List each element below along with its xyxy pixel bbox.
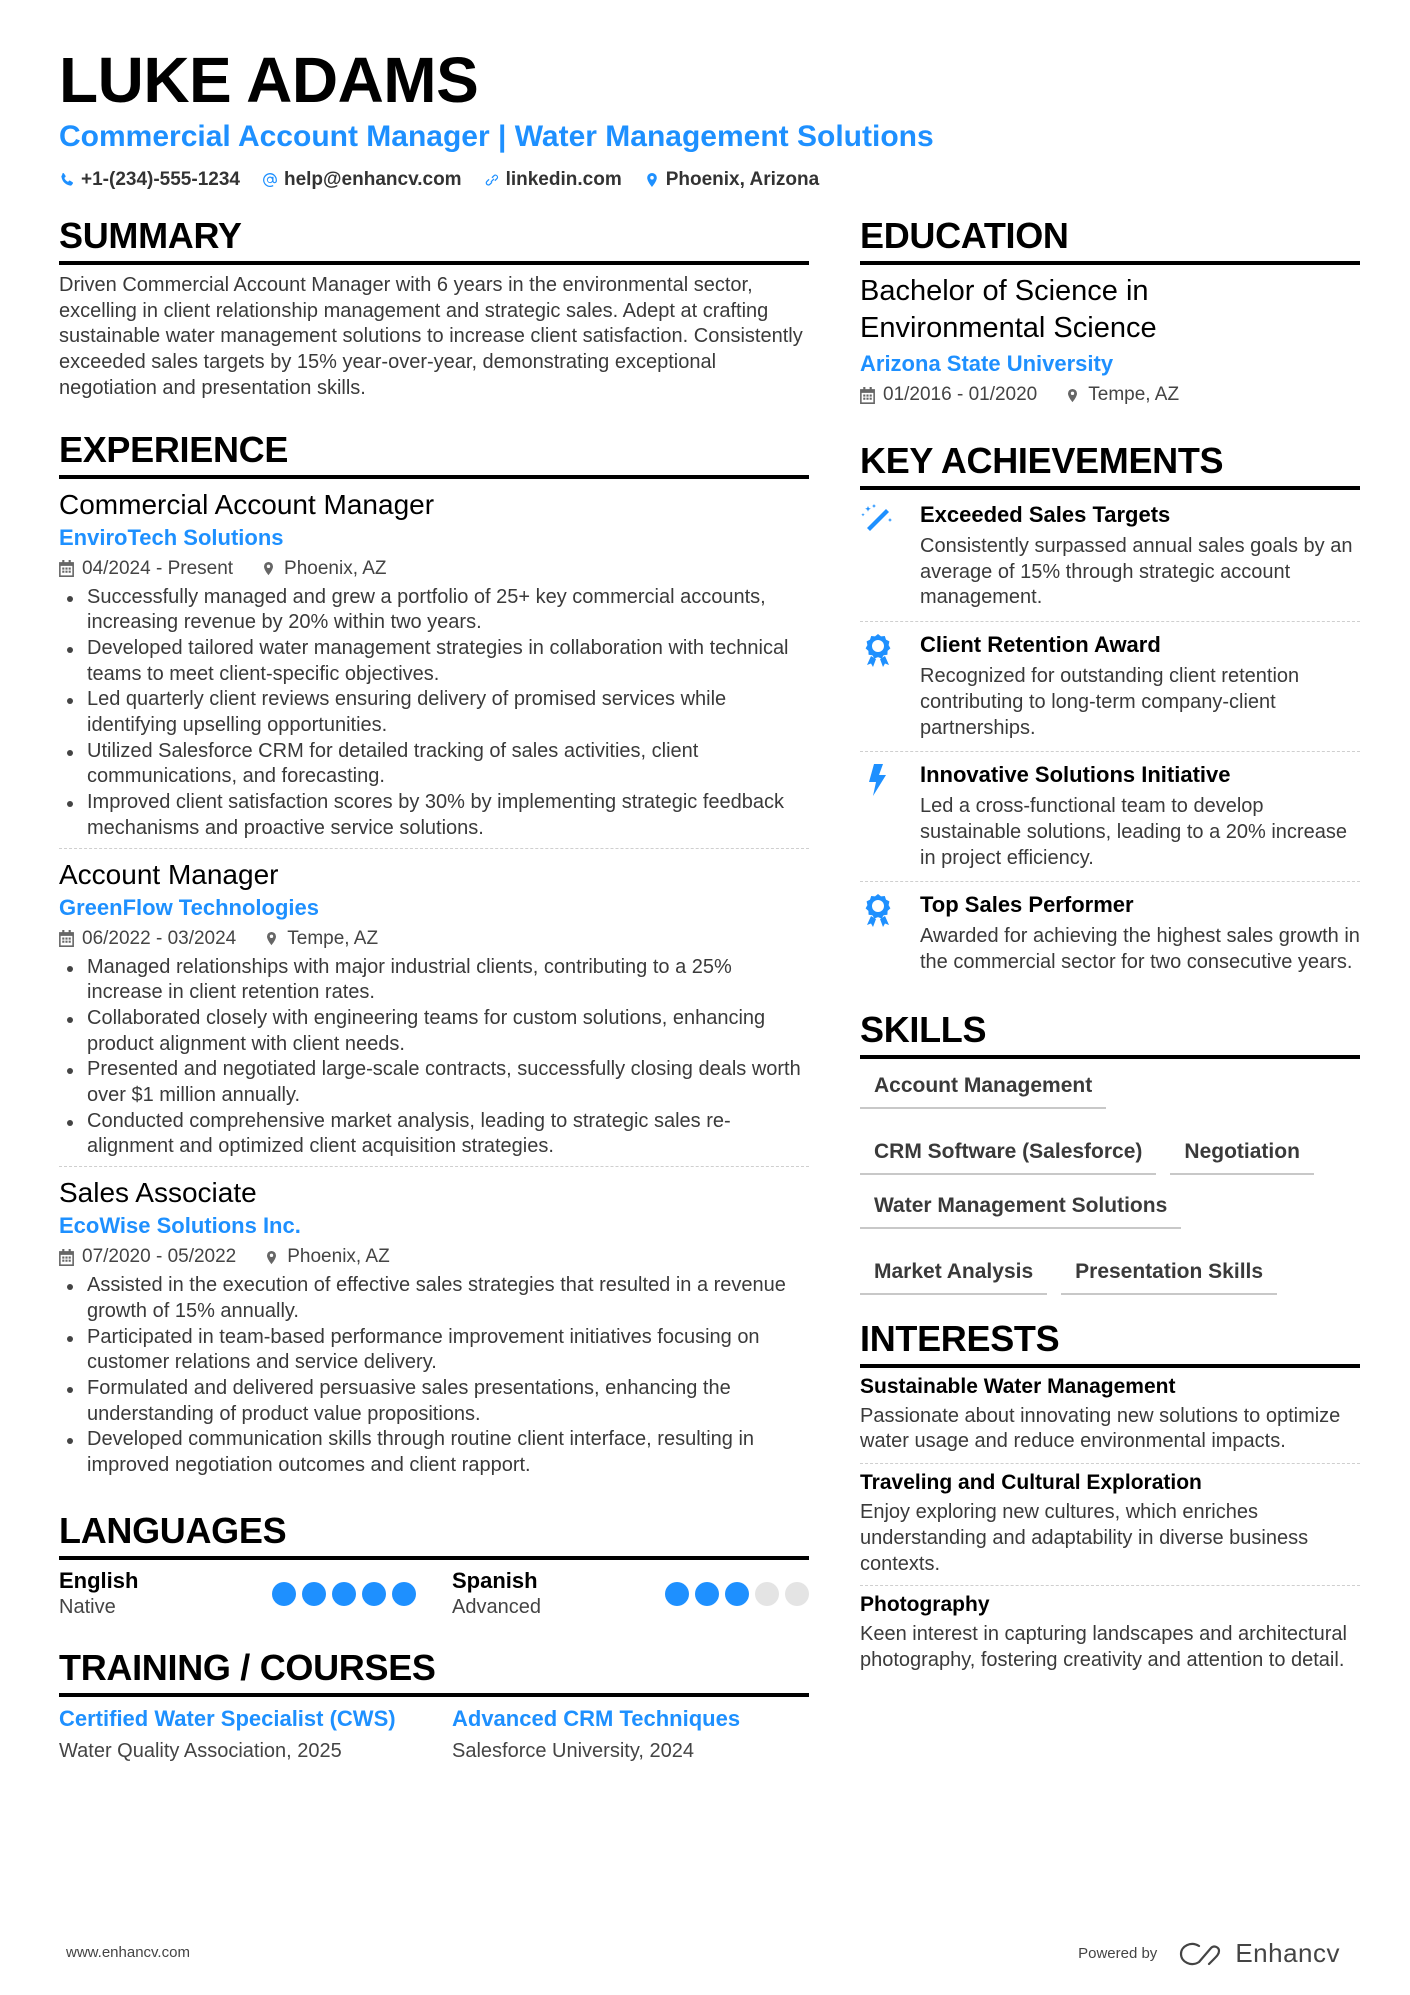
job-title: Sales Associate: [59, 1177, 257, 1209]
education-section: [860, 214, 1360, 409]
training-section: [59, 1646, 809, 1764]
course-name: Certified Water Specialist (CWS): [59, 1705, 396, 1731]
job-bullets: [59, 585, 809, 842]
skill-tag: CRM Software (Salesforce): [860, 1133, 1156, 1175]
bullet-item: Developed tailored water management strategies in collaboration with technical teams to meet client-specific objectives.: [59, 636, 809, 687]
achievement-title: Innovative Solutions Initiative: [920, 762, 1231, 788]
rating-dot-filled: [392, 1582, 416, 1606]
company-name[interactable]: GreenFlow Technologies: [59, 894, 319, 920]
job-location: Phoenix, AZ: [287, 1246, 390, 1268]
magic-wand-icon: [860, 502, 896, 538]
enhancv-logo: [1179, 1938, 1340, 1969]
location-icon: [1065, 387, 1080, 404]
email-text: help@enhancv.com: [283, 169, 462, 190]
rating-dot-filled: [725, 1582, 749, 1606]
training-grid: [59, 1705, 809, 1764]
achievement-description: Consistently surpassed annual sales goals by an average of 15% through strategic account management.: [920, 535, 1353, 609]
achievement-item: [860, 881, 1360, 985]
skills-list: [860, 1067, 1360, 1295]
experience-section: [59, 428, 809, 1485]
job-dates: 06/2022 - 03/2024: [82, 927, 237, 949]
section-divider: [59, 1556, 809, 1560]
location-text: Phoenix, Arizona: [665, 169, 820, 190]
right-column: [860, 214, 1360, 1710]
language-item: [59, 1568, 416, 1620]
summary-text: Driven Commercial Account Manager with 6 years in the environmental sector, excelling in client relationship management and strategic sales. Adept at crafting sustainable water management solutions to increase client satisfaction. Consistently exceeded sales targets by 15% year-over-year, demonstrating exceptional negotiation and presentation skills.: [59, 274, 803, 399]
interest-item: [860, 1368, 1360, 1463]
bullet-item: Led quarterly client reviews ensuring delivery of promised services while identifying upselling opportunities.: [59, 687, 809, 738]
section-divider: [860, 486, 1360, 490]
enhancv-logo-icon: [1179, 1942, 1227, 1966]
skills-section: [860, 1008, 1360, 1295]
job-bullets: [59, 955, 809, 1161]
job-entry: [59, 487, 809, 848]
section-divider: [860, 261, 1360, 265]
bullet-item: Assisted in the execution of effective sales strategies that resulted in a revenue growth of 15% annually.: [59, 1273, 809, 1324]
powered-by-label: Powered by: [1078, 1945, 1158, 1962]
skill-tag: Negotiation: [1170, 1133, 1314, 1175]
contact-location: [644, 168, 819, 192]
rating-dot-empty: [785, 1582, 809, 1606]
section-divider: [59, 261, 809, 265]
language-name: Spanish: [452, 1567, 538, 1593]
contact-email[interactable]: [262, 168, 462, 192]
interest-description: Passionate about innovating new solutions to optimize water usage and reduce environmental impacts.: [860, 1404, 1341, 1453]
rating-dot-filled: [332, 1582, 356, 1606]
rating-dot-filled: [362, 1582, 386, 1606]
bullet-item: Presented and negotiated large-scale contracts, successfully closing deals worth over $1 million annually.: [59, 1057, 809, 1108]
achievement-description: Led a cross-functional team to develop sustainable solutions, leading to a 20% increase in project efficiency.: [920, 795, 1347, 869]
course-name: Advanced CRM Techniques: [452, 1705, 741, 1731]
school-name[interactable]: Arizona State University: [860, 351, 1114, 376]
interest-title: Traveling and Cultural Exploration: [860, 1471, 1202, 1495]
location-icon: [264, 930, 279, 947]
award-ribbon-icon: [860, 632, 896, 668]
phone-icon: [59, 172, 75, 188]
calendar-icon: [59, 930, 74, 947]
contact-phone[interactable]: [59, 168, 240, 192]
job-location: Tempe, AZ: [287, 927, 379, 949]
rating-dot-filled: [302, 1582, 326, 1606]
section-heading: EXPERIENCE: [59, 428, 289, 470]
bullet-item: Successfully managed and grew a portfolio of 25+ key commercial accounts, increasing revenue by 20% within two years.: [59, 585, 809, 636]
degree-title: Bachelor of Science in Environmental Science: [860, 275, 1157, 344]
course-provider: Salesforce University, 2024: [452, 1739, 694, 1762]
section-heading: KEY ACHIEVEMENTS: [860, 440, 1224, 481]
company-name[interactable]: EnviroTech Solutions: [59, 524, 284, 550]
location-icon: [644, 172, 660, 188]
language-rating: [272, 1582, 416, 1606]
job-meta: [59, 555, 809, 583]
achievement-title: Client Retention Award: [920, 632, 1161, 658]
rating-dot-filled: [272, 1582, 296, 1606]
achievement-title: Exceeded Sales Targets: [920, 502, 1171, 527]
language-level: Native: [59, 1595, 116, 1618]
achievement-title: Top Sales Performer: [920, 892, 1134, 918]
section-divider: [59, 475, 809, 479]
achievements-section: [860, 439, 1360, 986]
languages-section: [59, 1509, 809, 1620]
achievement-item: [860, 492, 1360, 621]
bullet-item: Conducted comprehensive market analysis, leading to strategic sales re-alignment and optimized client acquisition strategies.: [59, 1109, 809, 1160]
achievement-item: [860, 751, 1360, 881]
language-level: Advanced: [452, 1595, 541, 1618]
left-column: [59, 214, 809, 1792]
section-heading: EDUCATION: [860, 215, 1069, 256]
job-title: Account Manager: [59, 858, 279, 890]
section-heading: INTERESTS: [860, 1317, 1060, 1359]
language-name: English: [59, 1567, 139, 1593]
brand-name: Enhancv: [1235, 1938, 1340, 1968]
language-rating: [665, 1582, 809, 1606]
linkedin-text: linkedin.com: [505, 169, 622, 190]
interest-description: Keen interest in capturing landscapes and architectural photography, fostering creativity and attention to detail.: [860, 1623, 1347, 1671]
phone-text: +1-(234)-555-1234: [81, 169, 240, 190]
bullet-item: Utilized Salesforce CRM for detailed tracking of sales activities, client communications, and forecasting.: [59, 739, 809, 790]
bullet-item: Collaborated closely with engineering teams for custom solutions, enhancing product alignment with client needs.: [59, 1006, 809, 1057]
footer-powered-by[interactable]: [1078, 1938, 1340, 1969]
award-ribbon-icon: [860, 892, 896, 928]
achievement-description: Recognized for outstanding client retention contributing to long-term company-client partnerships.: [920, 665, 1300, 739]
interest-item: [860, 1585, 1360, 1681]
job-meta: [59, 1243, 809, 1271]
bullet-item: Participated in team-based performance improvement initiatives focusing on customer relations and service delivery.: [59, 1325, 809, 1376]
job-title: Commercial Account Manager: [59, 488, 435, 520]
education-dates: 01/2016 - 01/2020: [883, 384, 1038, 405]
job-entry: [59, 848, 809, 1167]
calendar-icon: [59, 560, 74, 577]
interest-title: Sustainable Water Management: [860, 1374, 1176, 1398]
job-dates: 04/2024 - Present: [82, 557, 234, 579]
contact-linkedin[interactable]: [484, 168, 622, 192]
calendar-icon: [860, 387, 875, 404]
skill-tag: Account Management: [860, 1067, 1106, 1109]
contact-row: [59, 168, 1359, 192]
resume-header: [59, 44, 1359, 192]
summary-section: [59, 214, 809, 402]
calendar-icon: [59, 1249, 74, 1266]
candidate-name: LUKE ADAMS: [59, 44, 479, 116]
rating-dot-filled: [695, 1582, 719, 1606]
footer-website-link[interactable]: www.enhancv.com: [66, 1944, 190, 1961]
job-entry: [59, 1166, 809, 1485]
education-location: Tempe, AZ: [1088, 384, 1180, 405]
job-dates: 07/2020 - 05/2022: [82, 1246, 237, 1268]
lightning-bolt-icon: [860, 762, 896, 798]
bullet-item: Formulated and delivered persuasive sales presentations, enhancing the understanding of product value propositions.: [59, 1376, 809, 1427]
interests-section: [860, 1317, 1360, 1682]
achievement-description: Awarded for achieving the highest sales growth in the commercial sector for two consecutive years.: [920, 925, 1360, 974]
bullet-item: Developed communication skills through routine client interface, resulting in improved negotiation outcomes and client rapport.: [59, 1427, 809, 1478]
achievement-item: [860, 621, 1360, 751]
course-provider: Water Quality Association, 2025: [59, 1739, 342, 1762]
interest-item: [860, 1463, 1360, 1585]
at-icon: [262, 172, 278, 188]
job-bullets: [59, 1273, 809, 1479]
training-item: [59, 1705, 416, 1764]
skill-tag: Water Management Solutions: [860, 1187, 1181, 1229]
skill-tag: Market Analysis: [860, 1253, 1047, 1295]
section-heading: TRAINING / COURSES: [59, 1646, 436, 1688]
job-meta: [59, 925, 809, 953]
section-heading: SUMMARY: [59, 215, 242, 256]
location-icon: [264, 1249, 279, 1266]
section-heading: LANGUAGES: [59, 1509, 287, 1551]
section-heading: SKILLS: [860, 1008, 987, 1050]
education-meta: [860, 381, 1360, 409]
candidate-title: Commercial Account Manager | Water Management Solutions: [59, 120, 934, 153]
link-icon: [484, 172, 500, 188]
location-icon: [261, 560, 276, 577]
section-divider: [860, 1055, 1360, 1059]
rating-dot-empty: [755, 1582, 779, 1606]
section-divider: [59, 1693, 809, 1697]
job-location: Phoenix, AZ: [284, 557, 387, 579]
language-item: [452, 1568, 809, 1620]
bullet-item: Improved client satisfaction scores by 30% by implementing strategic feedback mechanisms and proactive service solutions.: [59, 790, 809, 841]
languages-grid: [59, 1568, 809, 1620]
company-name[interactable]: EcoWise Solutions Inc.: [59, 1213, 301, 1239]
interest-title: Photography: [860, 1593, 990, 1617]
interest-description: Enjoy exploring new cultures, which enriches understanding and adaptability in diverse business contexts.: [860, 1501, 1309, 1575]
training-item: [452, 1705, 809, 1764]
bullet-item: Managed relationships with major industrial clients, contributing to a 25% increase in client retention rates.: [59, 955, 809, 1006]
rating-dot-filled: [665, 1582, 689, 1606]
skill-tag: Presentation Skills: [1061, 1253, 1277, 1295]
